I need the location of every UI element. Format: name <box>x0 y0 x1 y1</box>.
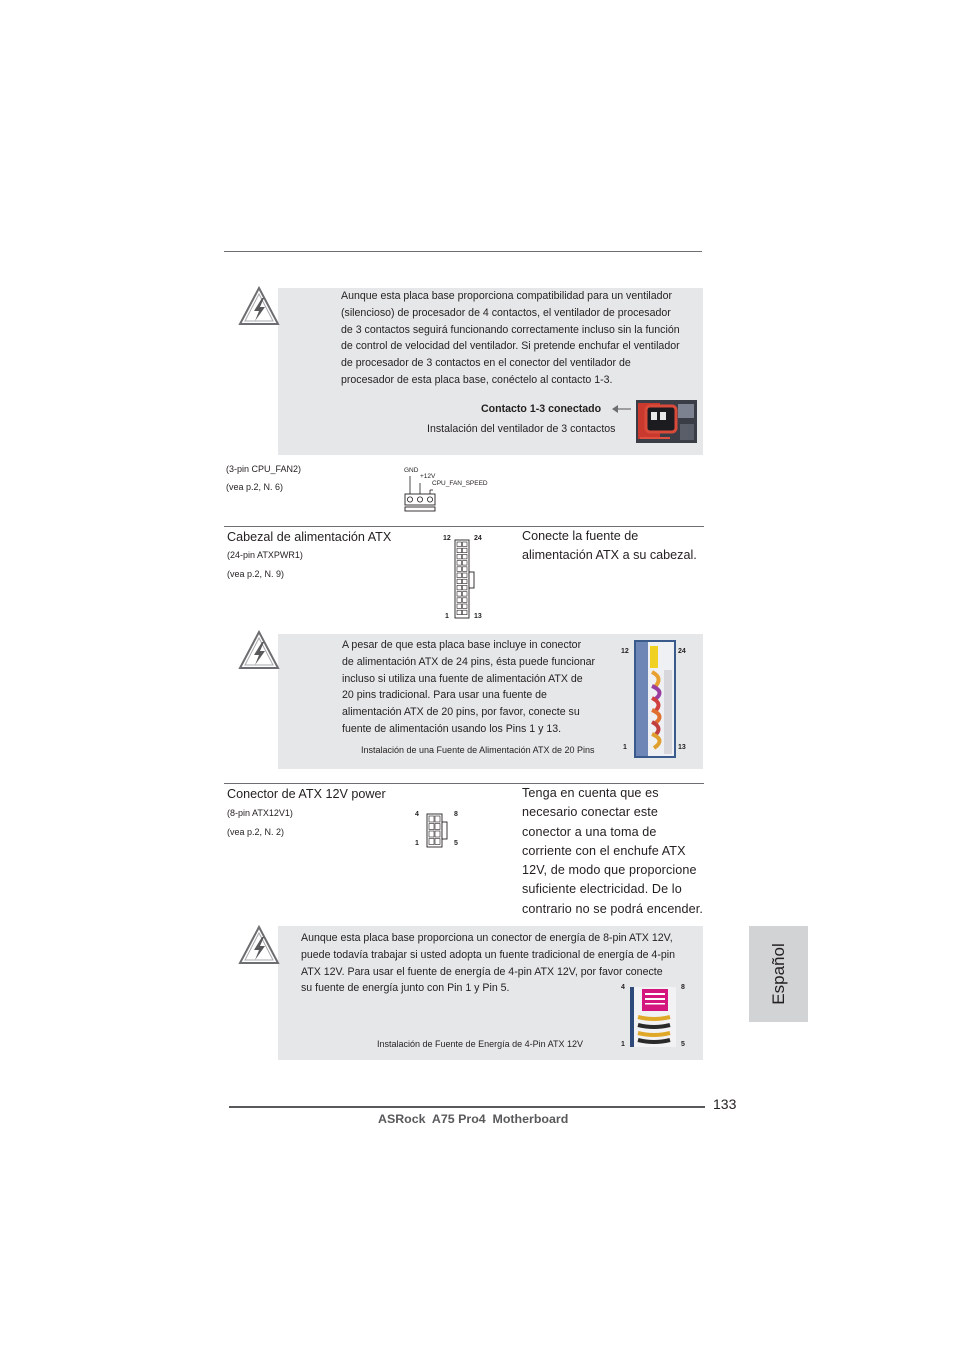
atx-24pin-diagram <box>454 539 478 619</box>
desc-line: 12V, de modo que proporcione <box>522 863 697 878</box>
pin-label: 1 <box>621 1041 625 1048</box>
note3-line: puede todavía trabajar si usted adopta un fuente tradicional de energía de 4-pin <box>301 948 675 961</box>
pin-label: 13 <box>474 613 482 620</box>
desc-line: contrario no se podrá encender. <box>522 901 703 916</box>
atx-header-sub1: (24-pin ATXPWR1) <box>227 550 303 560</box>
pin-label: 4 <box>415 811 419 818</box>
install-label: Instalación del ventilador de 3 contactos <box>427 423 616 435</box>
note2-line: de alimentación ATX de 24 pins, ésta puede funcionar <box>342 655 596 668</box>
pin-label: 5 <box>454 840 458 847</box>
note2-line: 20 pins tradicional. Para usar una fuente de <box>342 689 547 702</box>
desc-line: Tenga en cuenta que es <box>522 786 659 800</box>
atx-header-desc <box>522 527 697 566</box>
note2-line: incluso si utiliza una fuente de alimentación ATX de <box>342 672 583 685</box>
pin-12v-label: +12V <box>420 473 436 480</box>
note2-line: fuente de alimentación usando los Pins 1 y 13. <box>342 722 562 735</box>
note1-line: de control de velocidad del ventilador. Si pretende enchufar el ventilador <box>341 340 680 353</box>
pin-gnd-label: GND <box>404 467 419 474</box>
pin-label: 13 <box>678 744 686 751</box>
desc-line: conector a una toma de <box>522 824 657 839</box>
pin-label: 8 <box>454 811 458 818</box>
note1-text <box>341 288 703 389</box>
pin-label: 1 <box>415 840 419 847</box>
atx12v-4pin-photo <box>630 987 676 1047</box>
cpu-fan2-ref: (vea p.2, N. 6) <box>226 482 284 492</box>
atx-header-title: Cabezal de alimentación ATX <box>227 530 392 544</box>
atx12v-sub2: (vea p.2, N. 2) <box>227 827 285 837</box>
warning-icon <box>238 630 280 670</box>
atx12v-title: Conector de ATX 12V power <box>227 787 386 801</box>
note2-line: A pesar de que esta placa base incluye in conector <box>342 639 582 651</box>
atx12v-sub1: (8-pin ATX12V1) <box>227 808 293 818</box>
note3-caption: Instalación de Fuente de Energía de 4-Pin ATX 12V <box>377 1039 583 1049</box>
note1-line: procesador de esta placa base, conéctelo al contacto 1-3. <box>341 373 613 386</box>
warning-icon <box>238 925 280 965</box>
note1-line: (silencioso) de procesador de 4 contactos, el ventilador de procesador <box>341 306 671 319</box>
atx-20pin-photo <box>634 640 676 758</box>
footer-rule <box>229 1106 705 1108</box>
page-number: 133 <box>713 1096 737 1112</box>
pin-label: 1 <box>445 613 449 620</box>
pin-speed-label: CPU_FAN_SPEED <box>432 480 488 487</box>
note2-text <box>342 637 617 738</box>
desc-line: alimentación ATX a su cabezal. <box>522 548 697 563</box>
note3-line: Aunque esta placa base proporciona un conector de energía de 8-pin ATX 12V, <box>301 932 673 944</box>
top-rule <box>224 251 702 252</box>
fan-connector-photo <box>636 400 697 443</box>
note3-line: ATX 12V. Para usar el fuente de energía de 4-pin ATX 12V, por favor conecte <box>301 965 663 978</box>
note1-line: de 3 contactos seguirá funcionando correctamente incluso sin la función <box>341 323 680 336</box>
note1-line: Aunque esta placa base proporciona compatibilidad para un ventilador <box>341 290 672 302</box>
fan-header-diagram <box>404 474 438 514</box>
cpu-fan2-label: (3-pin CPU_FAN2) <box>226 464 302 474</box>
pin-label: 24 <box>474 535 482 542</box>
language-tab <box>749 926 808 1022</box>
pin-label: 8 <box>681 984 685 991</box>
note2-caption: Instalación de una Fuente de Alimentación ATX de 20 Pins <box>361 745 595 755</box>
pin-label: 12 <box>621 648 629 655</box>
pin-label: 24 <box>678 648 686 655</box>
arrow-left-icon <box>612 404 632 414</box>
atx12v-8pin-diagram <box>426 813 450 849</box>
note2-line: alimentación ATX de 20 pins, por favor, conecte su <box>342 706 580 719</box>
desc-line: necesario conectar este <box>522 805 659 820</box>
connected-label: Contacto 1-3 conectado <box>481 403 602 415</box>
desc-line: Conecte la fuente de <box>522 529 639 543</box>
desc-line: suficiente electricidad. De lo <box>522 882 682 897</box>
desc-line: corriente con el enchufe ATX <box>522 843 686 858</box>
atx12v-desc <box>522 784 703 919</box>
pin-label: 12 <box>443 535 451 542</box>
footer-title: ASRock A75 Pro4 Motherboard <box>378 1112 569 1126</box>
warning-icon <box>238 286 280 326</box>
pin-label: 1 <box>623 744 627 751</box>
note3-line: su fuente de energía junto con Pin 1 y Pin 5. <box>301 982 510 995</box>
language-tab-label: Español <box>768 943 788 1005</box>
atx-header-sub2: (vea p.2, N. 9) <box>227 569 285 579</box>
note1-line: de procesador de 3 contactos en el conector del ventilador de <box>341 357 631 370</box>
pin-label: 4 <box>621 984 625 991</box>
pin-label: 5 <box>681 1041 685 1048</box>
